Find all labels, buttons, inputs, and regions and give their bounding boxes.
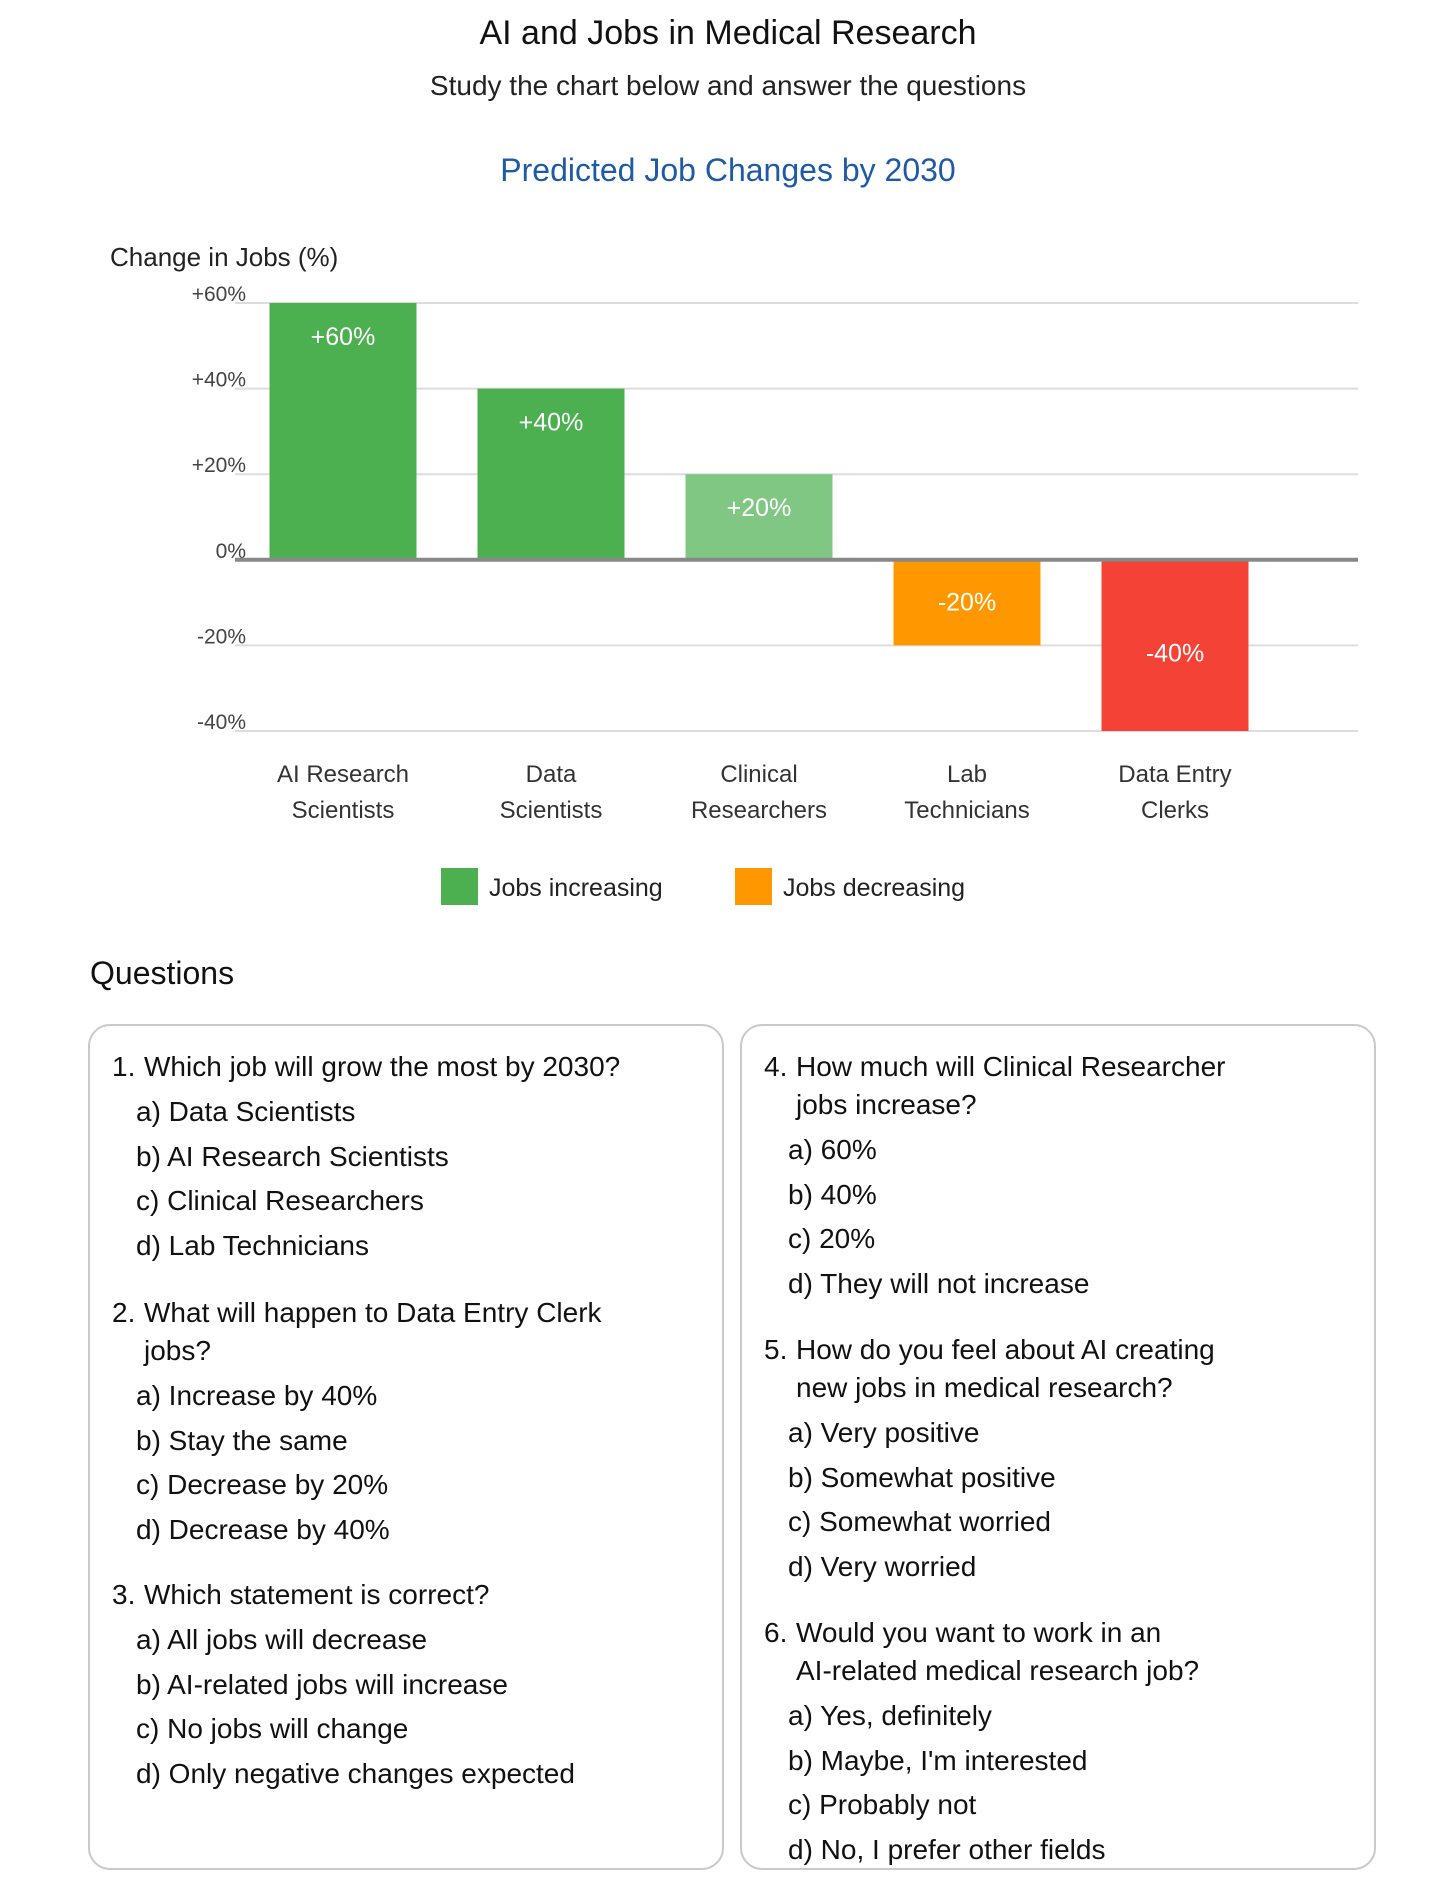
option-b[interactable]: b) 40% xyxy=(788,1178,877,1210)
option-a[interactable]: a) Very positive xyxy=(788,1417,980,1448)
option-a[interactable]: a) All jobs will decrease xyxy=(136,1624,428,1655)
question-text xyxy=(90,1576,722,1614)
option-b[interactable]: b) AI-related jobs will increase xyxy=(136,1668,508,1700)
y-tick-label: +60% xyxy=(191,283,246,306)
y-tick-label: -20% xyxy=(196,625,246,649)
options-list xyxy=(90,1618,722,1796)
question-line: jobs? xyxy=(144,1335,211,1366)
option-a[interactable]: a) Data Scientists xyxy=(136,1096,356,1127)
y-tick-label: +40% xyxy=(191,368,246,392)
chart-title: Predicted Job Changes by 2030 xyxy=(500,152,956,188)
y-tick-label: -40% xyxy=(196,711,246,734)
x-tick-label: Clerks xyxy=(1140,797,1210,824)
legend-label: Jobs increasing xyxy=(489,874,663,902)
bar-value-label: +60% xyxy=(310,323,376,351)
x-tick-label: AI Research xyxy=(276,761,410,788)
legend-swatch xyxy=(735,868,772,905)
options-list xyxy=(742,1128,1374,1306)
question-line: Would you want to work in an xyxy=(796,1617,1162,1648)
questions-card-left xyxy=(88,1024,724,1870)
option-a[interactable]: a) 60% xyxy=(788,1134,877,1165)
y-axis-label: Change in Jobs (%) xyxy=(110,242,339,272)
y-tick-label: +20% xyxy=(191,454,246,478)
x-tick-label: Data Entry xyxy=(1118,761,1232,788)
x-tick-label: Scientists xyxy=(291,797,395,824)
question-text xyxy=(742,1614,1374,1690)
legend-label: Jobs decreasing xyxy=(783,874,966,902)
question-number: 1. xyxy=(112,1051,136,1082)
question-text xyxy=(90,1294,722,1370)
option-c[interactable]: c) Clinical Researchers xyxy=(136,1185,424,1216)
question-line: How do you feel about AI creating xyxy=(796,1334,1215,1365)
option-c[interactable]: c) 20% xyxy=(788,1223,876,1254)
option-d[interactable]: d) Only negative changes expected xyxy=(136,1757,575,1789)
bar-value-label: -40% xyxy=(1145,639,1205,668)
question-5 xyxy=(742,1331,1374,1589)
legend-swatch xyxy=(441,868,478,905)
option-c[interactable]: c) Somewhat worried xyxy=(788,1506,1051,1537)
x-tick-label: Clinical xyxy=(720,761,798,788)
question-number: 3. xyxy=(112,1579,136,1610)
page-title: AI and Jobs in Medical Research xyxy=(479,14,977,52)
question-number: 4. xyxy=(764,1051,788,1082)
bar-value-label: +40% xyxy=(518,408,584,437)
question-line: Which statement is correct? xyxy=(144,1579,490,1610)
option-c[interactable]: c) Decrease by 20% xyxy=(136,1469,389,1500)
question-line: What will happen to Data Entry Clerk xyxy=(144,1297,602,1328)
x-tick-label: Researchers xyxy=(690,797,828,824)
question-number: 6. xyxy=(764,1617,788,1648)
options-list xyxy=(90,1090,722,1268)
question-2 xyxy=(90,1294,722,1552)
options-list xyxy=(90,1374,722,1552)
question-line: jobs increase? xyxy=(796,1089,977,1120)
question-number: 5. xyxy=(764,1334,788,1365)
option-b[interactable]: b) Stay the same xyxy=(136,1424,348,1456)
x-tick-label: Scientists xyxy=(499,797,603,824)
option-a[interactable]: a) Increase by 40% xyxy=(136,1380,378,1411)
page-subtitle: Study the chart below and answer the questions xyxy=(429,70,1027,101)
option-b[interactable]: b) Somewhat positive xyxy=(788,1461,1056,1493)
x-tick-label: Technicians xyxy=(904,797,1030,824)
option-c[interactable]: c) No jobs will change xyxy=(136,1713,409,1744)
x-tick-label: Data xyxy=(525,761,577,788)
question-number: 2. xyxy=(112,1297,136,1328)
option-b[interactable]: b) Maybe, I'm interested xyxy=(788,1744,1088,1776)
question-1 xyxy=(90,1048,722,1268)
options-list xyxy=(742,1411,1374,1589)
option-b[interactable]: b) AI Research Scientists xyxy=(136,1140,449,1172)
question-line: AI-related medical research job? xyxy=(796,1655,1200,1686)
options-list xyxy=(742,1694,1374,1872)
y-tick-label: 0% xyxy=(215,539,246,563)
question-line: new jobs in medical research? xyxy=(796,1372,1173,1403)
option-d[interactable]: d) Very worried xyxy=(788,1550,977,1582)
bar-value-label: +20% xyxy=(726,494,792,523)
question-text xyxy=(90,1048,722,1086)
option-d[interactable]: d) They will not increase xyxy=(788,1267,1090,1299)
question-3 xyxy=(90,1576,722,1796)
x-tick-label: Lab xyxy=(946,761,988,788)
question-text xyxy=(742,1048,1374,1124)
option-d[interactable]: d) Decrease by 40% xyxy=(136,1513,390,1545)
question-text xyxy=(742,1331,1374,1407)
question-line: How much will Clinical Researcher xyxy=(796,1051,1226,1082)
option-a[interactable]: a) Yes, definitely xyxy=(788,1700,992,1731)
option-c[interactable]: c) Probably not xyxy=(788,1789,977,1820)
question-line: Which job will grow the most by 2030? xyxy=(144,1051,621,1082)
questions-heading: Questions xyxy=(90,955,235,991)
questions-card-right xyxy=(740,1024,1376,1870)
option-d[interactable]: d) Lab Technicians xyxy=(136,1229,369,1261)
question-4 xyxy=(742,1048,1374,1306)
bar-value-label: -20% xyxy=(937,588,997,617)
question-6 xyxy=(742,1614,1374,1872)
option-d[interactable]: d) No, I prefer other fields xyxy=(788,1833,1106,1865)
